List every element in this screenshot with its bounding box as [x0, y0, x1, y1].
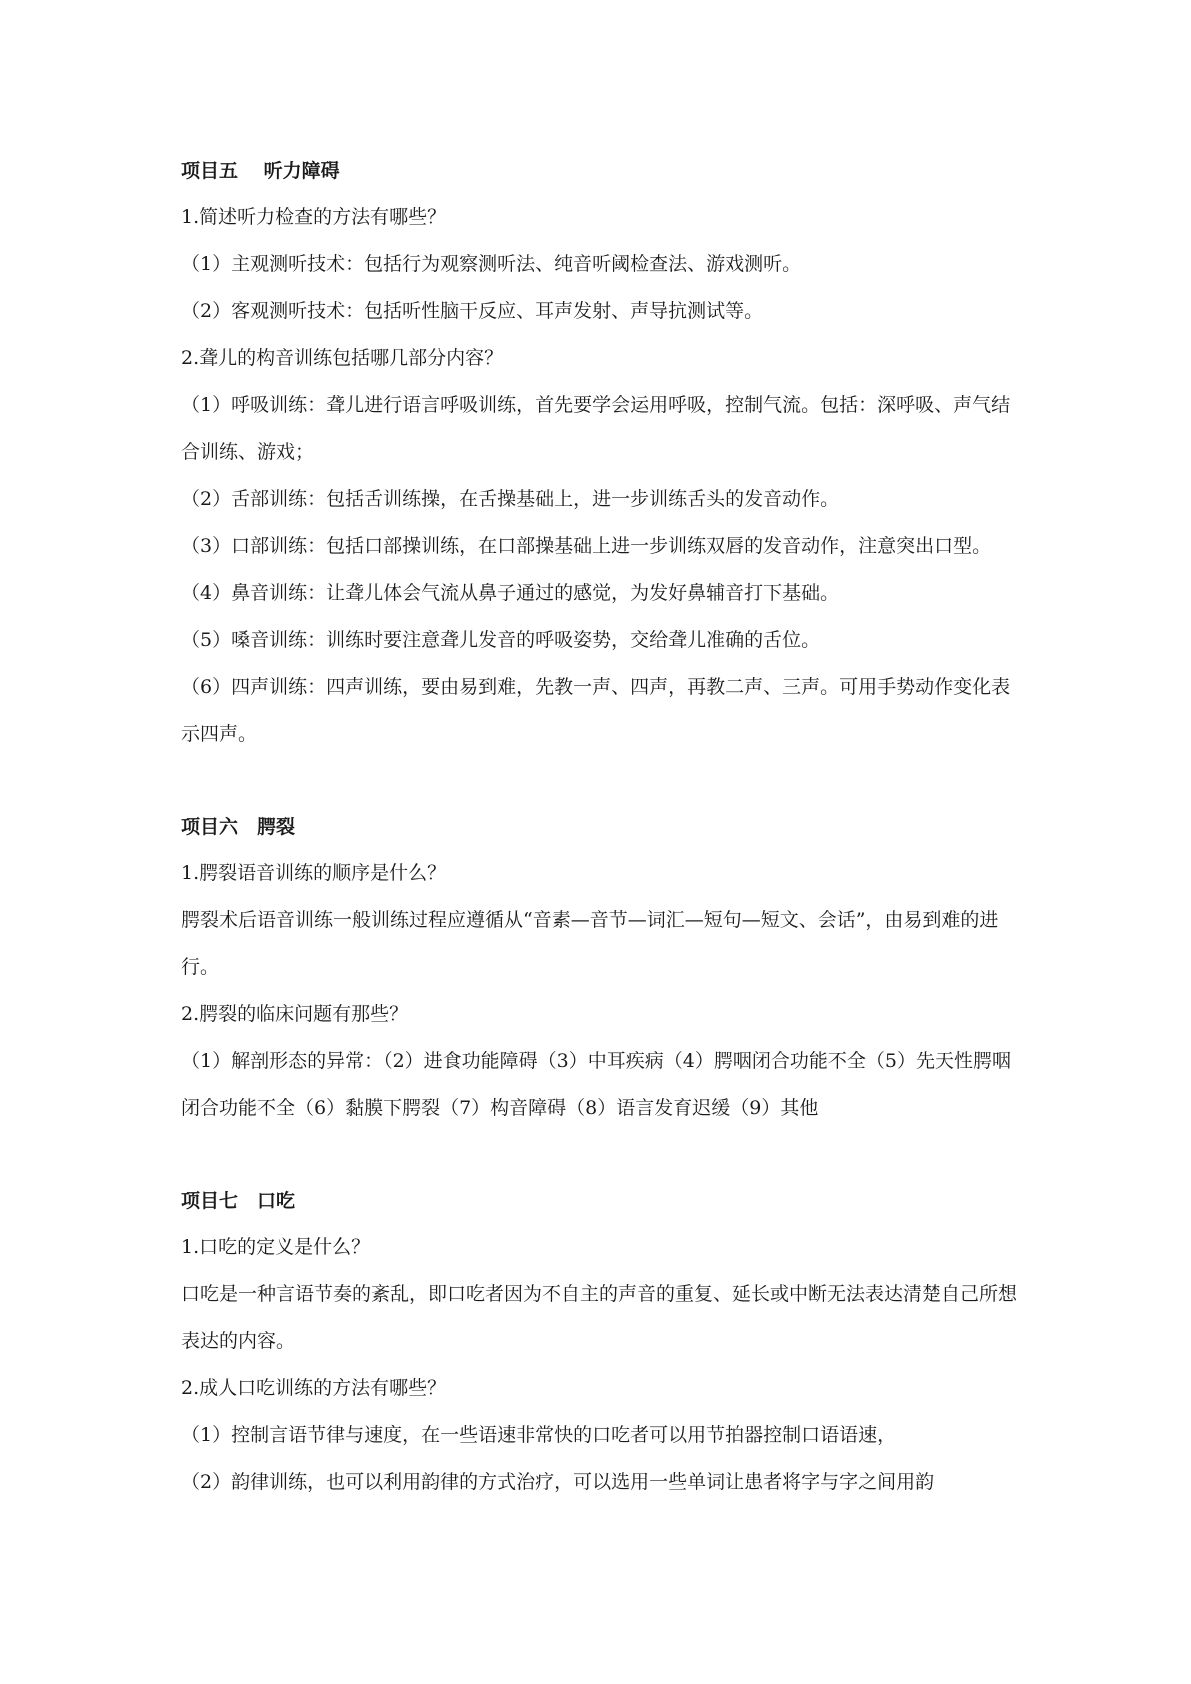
- answer-item: （4）鼻音训练：让聋儿体会气流从鼻子通过的感觉，为发好鼻辅音打下基础。: [181, 582, 840, 604]
- answer-item: （1）呼吸训练：聋儿进行语言呼吸训练，首先要学会运用呼吸，控制气流。包括：深呼吸、声气结合训练、游戏；: [181, 394, 1011, 463]
- answer-item: （1）解剖形态的异常：（2）进食功能障碍（3）中耳疾病（4）腭咽闭合功能不全（5）先天性腭咽闭合功能不全（6）黏膜下腭裂（7）构音障碍（8）语言发育迟缓（9）其他: [181, 1050, 1011, 1119]
- section-cleft-palate: [181, 804, 1021, 1132]
- answer-item: （2）客观测听技术：包括听性脑干反应、耳声发射、声导抗测试等。: [181, 300, 764, 322]
- question: 1.口吃的定义是什么？: [181, 1236, 371, 1258]
- answer-item: （5）嗓音训练：训练时要注意聋儿发音的呼吸姿势，交给聋儿准确的舌位。: [181, 629, 821, 651]
- document-page: [181, 148, 1021, 1506]
- section-hearing-impairment: [181, 148, 1021, 758]
- answer-item: （6）四声训练：四声训练，要由易到难，先教一声、四声，再教二声、三声。可用手势动作变化表示四声。: [181, 676, 1011, 745]
- question: 1.简述听力检查的方法有哪些？: [181, 206, 447, 228]
- answer-item: （2）韵律训练，也可以利用韵律的方式治疗，可以选用一些单词让患者将字与字之间用韵: [181, 1471, 935, 1493]
- answer-item: （3）口部训练：包括口部操训练，在口部操基础上进一步训练双唇的发音动作，注意突出口型。: [181, 535, 992, 557]
- answer-paragraph: 口吃是一种言语节奏的紊乱，即口吃者因为不自主的声音的重复、延长或中断无法表达清楚自己所想表达的内容。: [181, 1283, 1018, 1352]
- answer-item: （2）舌部训练：包括舌训练操，在舌操基础上，进一步训练舌头的发音动作。: [181, 488, 840, 510]
- question: 2.腭裂的临床问题有那些？: [181, 1003, 409, 1025]
- answer-paragraph: 腭裂术后语音训练一般训练过程应遵循从“音素—音节—词汇—短句—短文、会话”，由易到难的进行。: [181, 909, 999, 978]
- section-stuttering: [181, 1178, 1021, 1506]
- question: 2.聋儿的构音训练包括哪几部分内容？: [181, 347, 504, 369]
- question: 2.成人口吃训练的方法有哪些？: [181, 1377, 447, 1399]
- answer-item: （1）主观测听技术：包括行为观察测听法、纯音听阈检查法、游戏测听。: [181, 253, 802, 275]
- answer-item: （1）控制言语节律与速度，在一些语速非常快的口吃者可以用节拍器控制口语语速，: [181, 1424, 897, 1446]
- section-heading: 项目七 口吃: [181, 1190, 296, 1212]
- section-heading: 项目六 腭裂: [181, 816, 296, 838]
- section-heading: 项目五 听力障碍: [181, 160, 340, 182]
- question: 1.腭裂语音训练的顺序是什么？: [181, 862, 447, 884]
